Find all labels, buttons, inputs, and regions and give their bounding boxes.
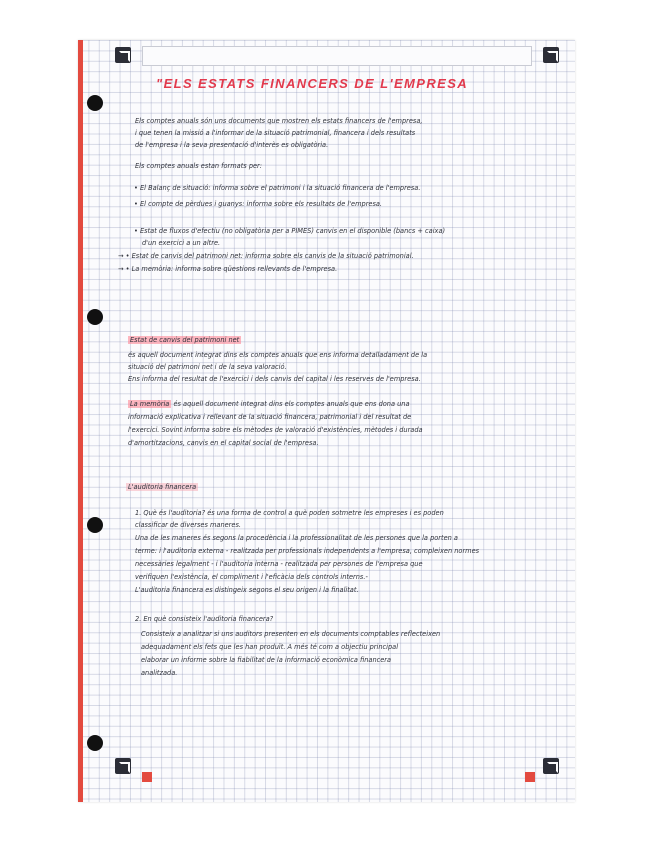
list-item [134, 200, 382, 208]
list-item-text: Estat de canvis del patrimoni net: informa sobre els canvis de la situació patrimonial. [131, 252, 414, 260]
intro-line: i que tenen la missió a l'informar de la situació patrimonial, financera i dels resultats [135, 129, 416, 137]
bullet-marker: → • [118, 252, 130, 260]
section-heading [126, 483, 198, 491]
answer-line: elaborar un informe sobre la fiabilitat de la informació econòmica financera [141, 656, 392, 664]
answer-line: Una de les maneres és segons la procedència i la professionalitat de les persones que la porten a [135, 534, 458, 542]
memoria-line: informació explicativa i rellevant de la situació financera, patrimonial i del resultat de [128, 413, 412, 421]
estat-line: Ens informa del resultat de l'exercici i dels canvis del capital i les reserves de l'empresa. [128, 375, 421, 383]
title-box [142, 46, 532, 66]
memoria-heading: La memòria [130, 400, 170, 408]
answer-line: adequadament els fets que les han produït. A més té com a objectiu principal [141, 643, 399, 651]
estat-line: és aquell document integrat dins els comptes anuals que ens informa detalladament de la [128, 351, 428, 359]
auditoria-heading: L'auditoria financera [128, 483, 197, 491]
binder-hole [87, 309, 103, 325]
formed-by-label: Els comptes anuals estan formats per: [135, 162, 262, 170]
bullet-marker: • [134, 227, 138, 235]
page-title: "ELS ESTATS FINANCERS DE L'EMPRESA [156, 76, 469, 91]
answer-line: classificar de diverses maneres. [135, 521, 241, 529]
question-line [135, 509, 444, 517]
binder-hole [87, 735, 103, 751]
bullet-marker: • [134, 184, 138, 192]
intro-line: de l'empresa i la seva presentació d'interès es obligatòria. [135, 141, 329, 149]
answer-line: terme: i l'auditoria externa - realitzada per professionals independents a l'empresa, compleixen normes [135, 547, 480, 555]
red-square-marker [525, 772, 535, 782]
list-item [142, 239, 220, 247]
intro-line: Els comptes anuals són uns documents que mostren els estats financers de l'empresa, [135, 117, 423, 125]
estat-line: situació del patrimoni net i de la seva valoració. [128, 363, 287, 371]
memoria-line: l'exercici. Sovint informa sobre els mètodes de valoració d'existències, mètodes i durada [128, 426, 423, 434]
list-item-text: La memòria: informa sobre qüestions rellevants de l'empresa. [131, 265, 338, 273]
memoria-line [128, 400, 410, 408]
list-item [118, 252, 414, 260]
bullet-marker: → • [118, 265, 130, 273]
bullet-marker: • [134, 200, 138, 208]
answer-line: necessàries legalment - i l'auditoria interna - realitzada per persones de l'empresa que [135, 560, 423, 568]
corner-marker-icon [115, 758, 131, 774]
estat-heading: Estat de canvis del patrimoni net [130, 336, 240, 344]
answer-line: verifiquen l'existència, el compliment i l'eficàcia dels controls interns.- [135, 573, 368, 581]
list-item-text: d'un exercici a un altre. [142, 239, 221, 247]
list-item [118, 265, 337, 273]
list-item-text: El compte de pèrdues i guanys: informa sobre els resultats de l'empresa. [140, 200, 383, 208]
list-item-text: Estat de fluxos d'efectiu (no obligatòria per a PIMES) canvis en el disponible (bancs + caixa) [140, 227, 446, 235]
corner-marker-icon [543, 758, 559, 774]
answer-line: L'auditoria financera es distingeix segons el seu origen i la finalitat. [135, 586, 359, 594]
answer-line: Consisteix a analitzar si uns auditors presenten en els documents comptables reflecteixen [141, 630, 441, 638]
red-square-marker [142, 772, 152, 782]
list-item-text: El Balanç de situació: informa sobre el patrimoni i la situació financera de l'empresa. [140, 184, 421, 192]
memoria-line: d'amortitzacions, canvis en el capital social de l'empresa. [128, 439, 319, 447]
list-item [134, 184, 420, 192]
memoria-text: és aquell document integrat dins els comptes anuals que ens dona una [173, 400, 410, 408]
corner-marker-icon [115, 47, 131, 63]
question-label: 1. Què és l'auditoria? [135, 509, 206, 517]
corner-marker-icon [543, 47, 559, 63]
section-heading [128, 336, 241, 344]
binder-hole [87, 517, 103, 533]
binder-hole [87, 95, 103, 111]
notebook-page [78, 40, 575, 802]
red-margin-line [78, 40, 83, 802]
list-item [134, 227, 445, 235]
question-line: 2. En què consisteix l'auditoria financera? [135, 615, 274, 623]
answer-line: analitzada. [141, 669, 178, 677]
question-text: és una forma de control a què poden sotmetre les empreses i es poden [207, 509, 444, 517]
